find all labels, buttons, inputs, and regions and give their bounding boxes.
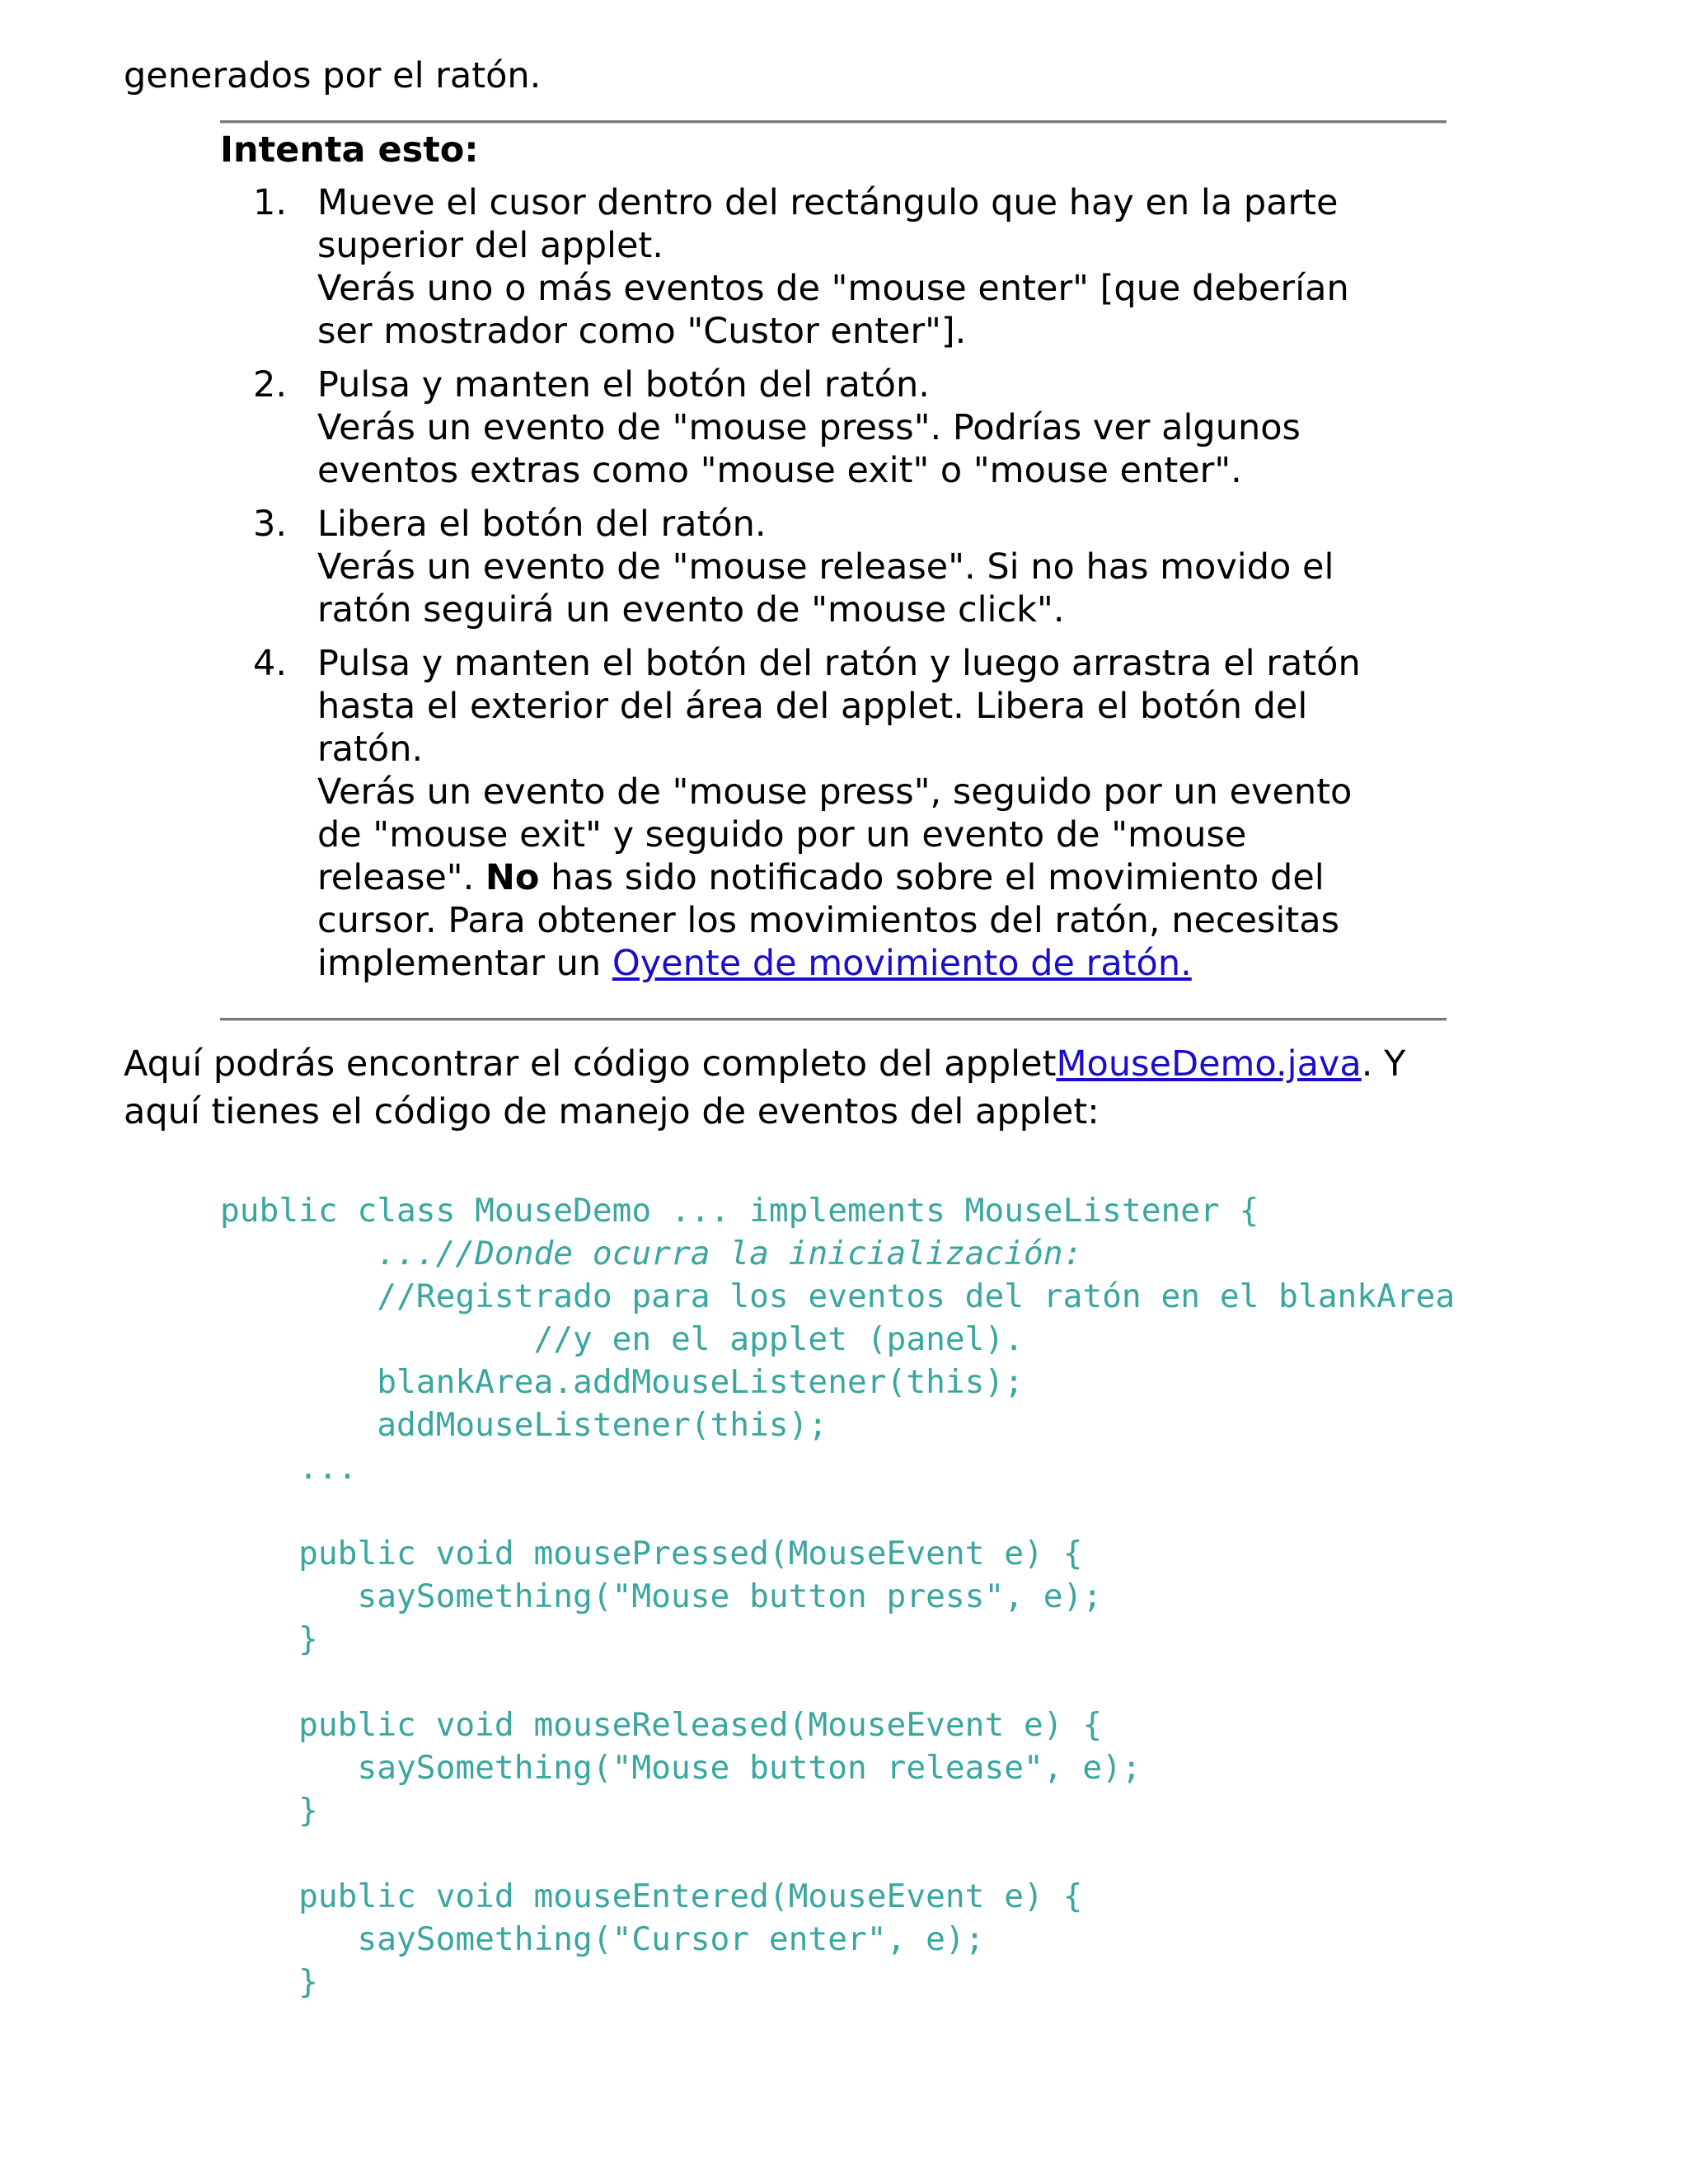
step-text: cursor. Para obtener los movimientos del ratón, necesitas: [317, 900, 1339, 941]
step-number: 2.: [253, 364, 288, 405]
mousedemo-java-link[interactable]: MouseDemo.java: [1056, 1043, 1362, 1085]
code-line: [220, 1832, 1455, 1875]
code-line: public void mousePressed(MouseEvent e) {: [220, 1535, 1083, 1572]
code-line: }: [220, 1792, 318, 1830]
step-text: has sido notificado sobre el movimiento del: [539, 857, 1325, 898]
code-line: [220, 1661, 1455, 1704]
step-text-link-line: [317, 942, 1456, 985]
code-line: }: [220, 1620, 318, 1658]
try-this-heading: Intenta esto:: [220, 129, 479, 171]
list-item: [220, 363, 1456, 492]
step-text: Mueve el cusor dentro del rectángulo que hay en la parte: [317, 182, 1339, 223]
step-text: superior del applet.: [317, 225, 663, 266]
instruction-list: [220, 181, 1456, 996]
list-item: [220, 181, 1456, 353]
code-line: saySomething("Mouse button press", e);: [220, 1577, 1103, 1615]
step-text: hasta el exterior del área del applet. Libera el botón del: [317, 686, 1308, 727]
code-line: }: [220, 1963, 318, 2001]
step-text: Verás un evento de "mouse press", seguido por un evento: [317, 771, 1353, 813]
step-number: 1.: [253, 182, 288, 223]
source-paragraph: [124, 1040, 1525, 1136]
mouse-motion-listener-link[interactable]: Oyente de movimiento de ratón.: [612, 943, 1192, 984]
step-text-emphasis-line: [317, 856, 1456, 899]
step-text: Verás uno o más eventos de "mouse enter" [que deberían: [317, 268, 1349, 309]
list-item: [220, 642, 1456, 985]
bottom-divider: [220, 1018, 1447, 1021]
paragraph-text: . Y: [1361, 1043, 1406, 1085]
code-listing: [220, 1189, 1455, 2004]
step-number: 4.: [253, 643, 288, 684]
top-divider: [220, 120, 1447, 124]
code-comment: ...//Donde ocurra la inicialización:: [220, 1235, 1083, 1272]
step-text: Pulsa y manten el botón del ratón.: [317, 364, 930, 405]
paragraph-text: Aquí podrás encontrar el código completo del applet: [124, 1043, 1057, 1085]
step-text: eventos extras como "mouse exit" o "mouse enter".: [317, 450, 1242, 491]
step-text: ser mostrador como "Custor enter"].: [317, 311, 967, 352]
code-line: public void mouseEntered(MouseEvent e) {: [220, 1877, 1083, 1915]
code-line: public class MouseDemo ... implements MouseListener {: [220, 1192, 1259, 1230]
intro-fragment: generados por el ratón.: [124, 55, 542, 96]
code-line: blankArea.addMouseListener(this);: [220, 1363, 1025, 1401]
code-comment: //y en el applet (panel).: [220, 1320, 1025, 1358]
code-line: addMouseListener(this);: [220, 1406, 828, 1444]
step-text: ratón seguirá un evento de "mouse click".: [317, 589, 1065, 630]
code-line: public void mouseReleased(MouseEvent e) {: [220, 1706, 1103, 1744]
step-text: Libera el botón del ratón.: [317, 504, 767, 545]
code-line: saySomething("Mouse button release", e);: [220, 1749, 1142, 1787]
step-text: release".: [317, 857, 485, 898]
code-comment: //Registrado para los eventos del ratón en el blankArea: [220, 1277, 1456, 1315]
code-line: [220, 1489, 1455, 1532]
step-text: ratón.: [317, 729, 424, 770]
emphasis-no: No: [485, 857, 540, 898]
code-line: saySomething("Cursor enter", e);: [220, 1920, 985, 1958]
paragraph-text: aquí tienes el código de manejo de eventos del applet:: [124, 1091, 1100, 1132]
step-text: de "mouse exit" y seguido por un evento de "mouse: [317, 814, 1247, 855]
list-item: [220, 503, 1456, 631]
step-text: Verás un evento de "mouse release". Si no has movido el: [317, 546, 1334, 588]
step-text: implementar un: [317, 943, 612, 984]
step-text: Verás un evento de "mouse press". Podrías ver algunos: [317, 407, 1301, 448]
step-text: Pulsa y manten el botón del ratón y luego arrastra el ratón: [317, 643, 1361, 684]
code-line: ...: [220, 1449, 358, 1487]
step-number: 3.: [253, 504, 288, 545]
